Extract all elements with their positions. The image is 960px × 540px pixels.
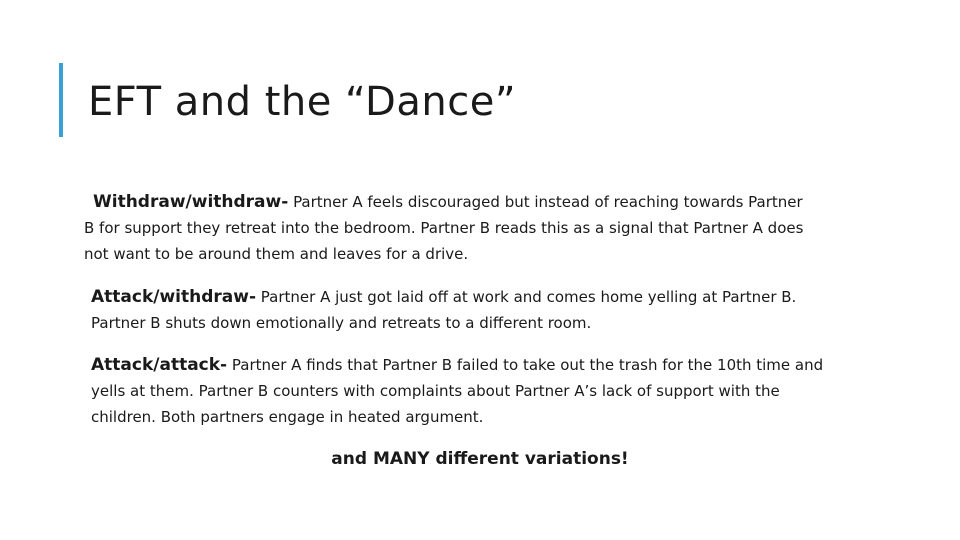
title-accent-bar	[59, 63, 63, 137]
slide-title: EFT and the “Dance”	[88, 79, 517, 125]
description-attack-attack: Partner A finds that Partner B failed to take out the trash for the 10th time and yells at them. Partner B counters with complaints about Partner A’s lack of support with the children. Both partners engage in heated argument.	[91, 356, 824, 426]
paragraph-withdraw-withdraw	[84, 189, 804, 267]
description-attack-withdraw: Partner A just got laid off at work and comes home yelling at Partner B. Partner B shuts down emotionally and retreats to a different room.	[91, 288, 797, 332]
term-attack-attack: Attack/attack-	[91, 355, 228, 375]
paragraph-attack-attack	[91, 352, 831, 430]
description-withdraw-withdraw: Partner A feels discouraged but instead of reaching towards Partner B for support they retreat into the bedroom. Partner B reads this as a signal that Partner A does not want to be around them and leaves for a drive.	[84, 193, 804, 263]
closing-statement: and MANY different variations!	[331, 449, 629, 469]
term-withdraw-withdraw: Withdraw/withdraw-	[93, 192, 289, 212]
term-attack-withdraw: Attack/withdraw-	[91, 287, 257, 307]
paragraph-attack-withdraw	[91, 284, 851, 336]
